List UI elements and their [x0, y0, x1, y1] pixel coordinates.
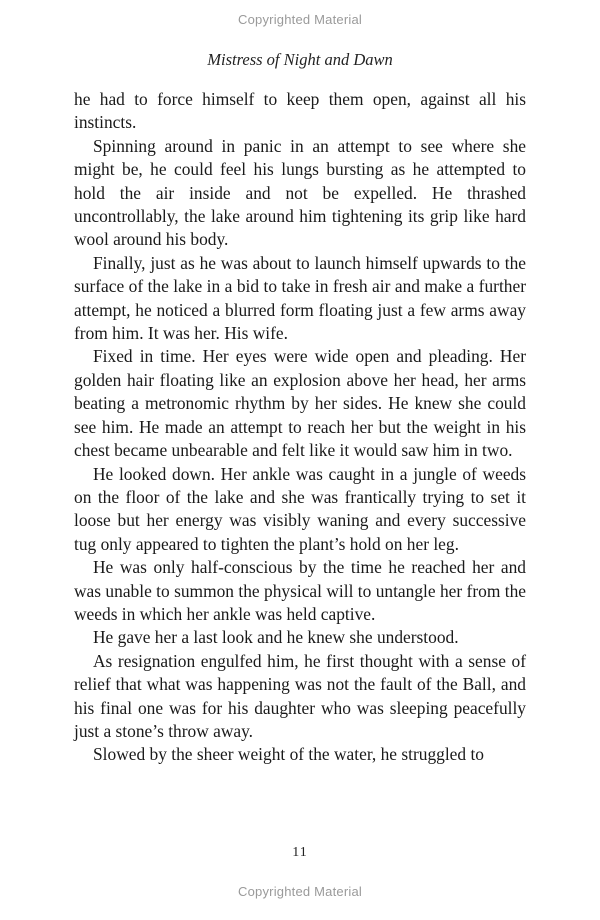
paragraph: Spinning around in panic in an attempt to see where she might be, he could feel his lungs bursting as he attempted to hold the air inside and not be expelled. He thrashed uncontrollably, the lake around him tightening its grip like hard wool around his body. [74, 135, 526, 250]
body-text [74, 88, 526, 767]
copyright-watermark-bottom: Copyrighted Material [238, 884, 362, 899]
running-head-title: Mistress of Night and Dawn [207, 50, 393, 69]
paragraph: Finally, just as he was about to launch himself upwards to the surface of the lake in a bid to take in fresh air and make a further attempt, he noticed a blurred form floating just a few arms away from him. It was her. His wife. [74, 252, 526, 344]
paragraph: Slowed by the sheer weight of the water, he struggled to [93, 744, 484, 765]
paragraph: As resignation engulfed him, he first thought with a sense of relief that what was happening was not the fault of the Ball, and his final one was for his daughter who was sleeping peacefully just a stone’s throw away. [74, 650, 526, 741]
paragraph: He gave her a last look and he knew she understood. [93, 627, 459, 648]
paragraph: he had to force himself to keep them open, against all his instincts. [74, 89, 526, 133]
page-number: 11 [292, 845, 308, 860]
paragraph: He looked down. Her ankle was caught in a jungle of weeds on the floor of the lake and she was frantically trying to set it loose but her energy was visibly waning and every successive tug only appeared to tighten the plant’s hold on her leg. [74, 463, 526, 554]
paragraph: Fixed in time. Her eyes were wide open and pleading. Her golden hair floating like an explosion above her head, her arms beating a metronomic rhythm by her sides. He knew she could see him. He made an attempt to reach her but the weight in his chest became unbearable and felt like it would saw him in two. [74, 346, 526, 461]
copyright-watermark-top: Copyrighted Material [238, 12, 362, 27]
paragraph: He was only half-conscious by the time he reached her and was unable to summon the physical will to untangle her from the weeds in which her ankle was held captive. [74, 557, 526, 624]
